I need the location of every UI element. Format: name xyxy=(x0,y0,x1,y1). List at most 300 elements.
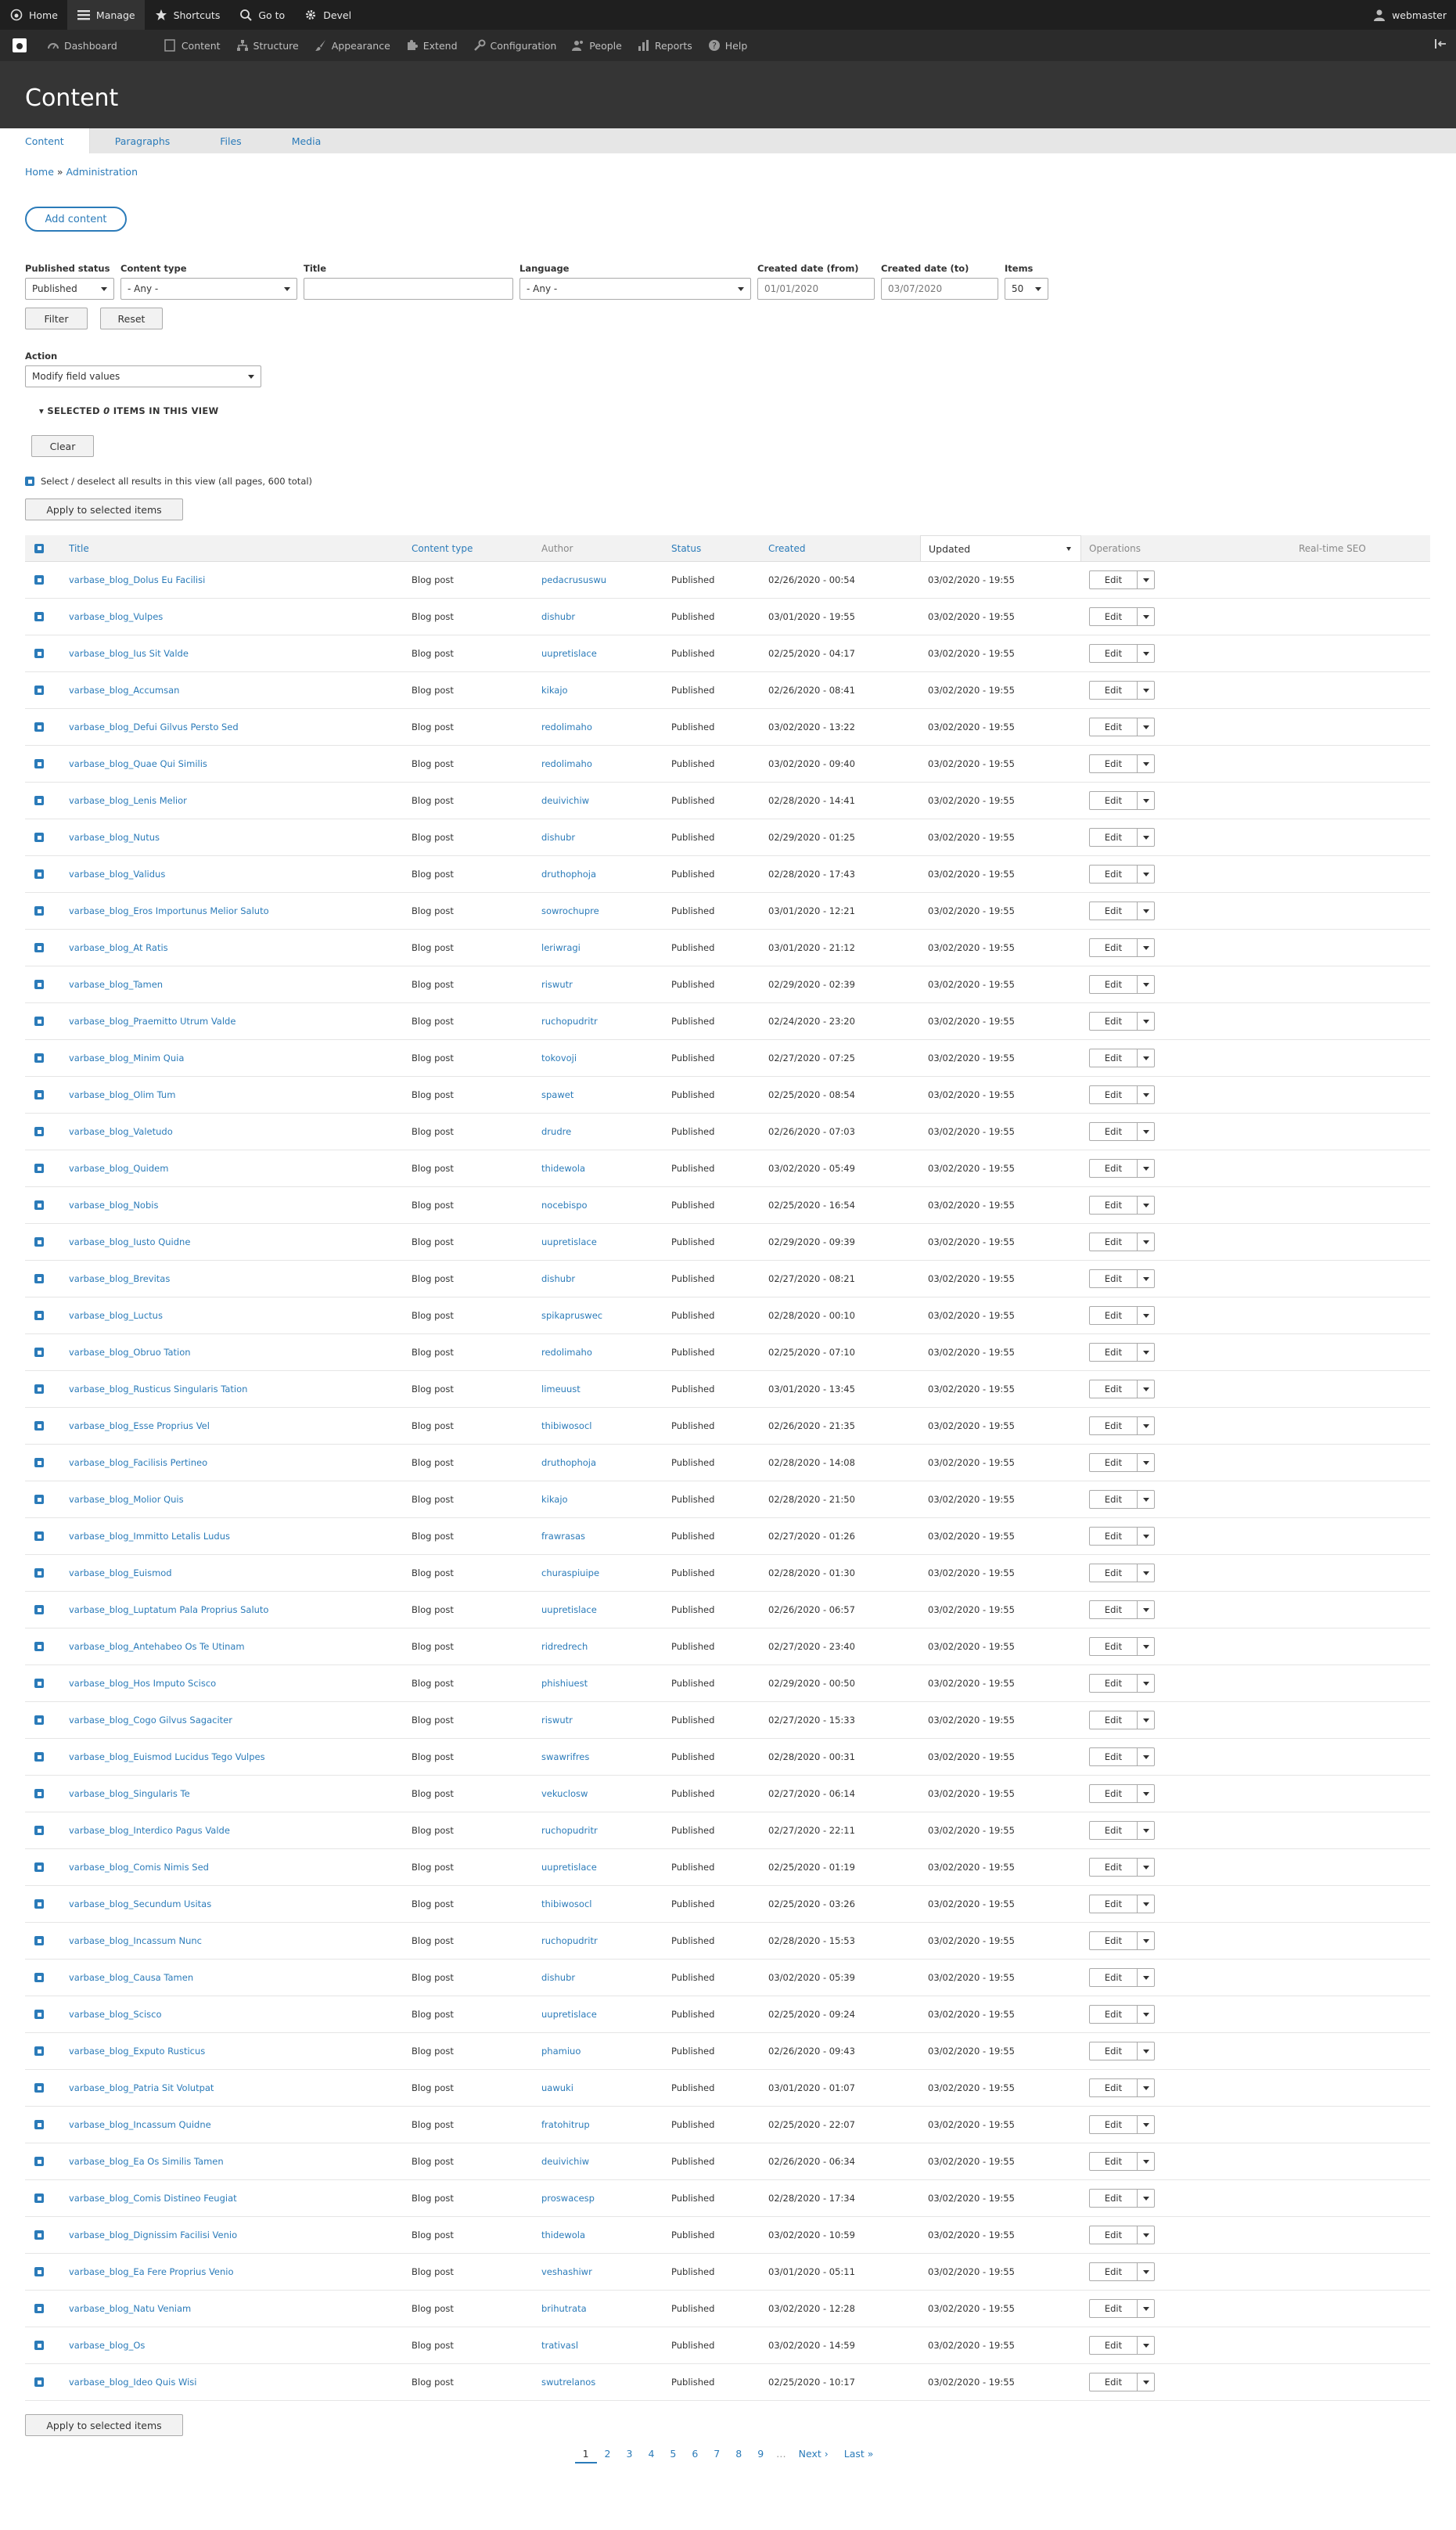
row-author-link[interactable]: dishubr xyxy=(541,1972,576,1983)
row-checkbox[interactable] xyxy=(34,2010,44,2019)
row-author-link[interactable]: limeuust xyxy=(541,1384,581,1395)
row-checkbox[interactable] xyxy=(34,1862,44,1872)
row-checkbox[interactable] xyxy=(34,612,44,621)
row-checkbox[interactable] xyxy=(34,869,44,879)
row-title-link[interactable]: varbase_blog_Nobis xyxy=(69,1200,159,1211)
tray-people[interactable] xyxy=(564,39,630,52)
dropbutton-toggle[interactable] xyxy=(1138,1674,1155,1693)
pager-page[interactable]: 6 xyxy=(692,2448,699,2460)
edit-button[interactable]: Edit xyxy=(1089,1858,1138,1877)
dropbutton-toggle[interactable] xyxy=(1138,1233,1155,1251)
row-checkbox[interactable] xyxy=(34,1715,44,1725)
filter-button[interactable]: Filter xyxy=(25,308,88,329)
row-checkbox[interactable] xyxy=(34,796,44,805)
edit-button[interactable]: Edit xyxy=(1089,1490,1138,1509)
admin-home-icon[interactable] xyxy=(9,35,30,56)
edit-button[interactable]: Edit xyxy=(1089,644,1138,663)
row-title-link[interactable]: varbase_blog_At Ratis xyxy=(69,942,168,953)
action-select[interactable]: Modify field values xyxy=(25,365,261,387)
dropbutton-toggle[interactable] xyxy=(1138,902,1155,920)
row-title-link[interactable]: varbase_blog_Esse Proprius Vel xyxy=(69,1420,210,1431)
tab-files[interactable]: Files xyxy=(220,135,242,147)
edit-button[interactable]: Edit xyxy=(1089,1637,1138,1656)
row-checkbox[interactable] xyxy=(34,1495,44,1504)
row-author-link[interactable]: kikajo xyxy=(541,685,568,696)
dropbutton-toggle[interactable] xyxy=(1138,718,1155,736)
row-checkbox[interactable] xyxy=(34,1237,44,1247)
toolbar-shortcuts[interactable] xyxy=(145,0,230,30)
dropbutton-toggle[interactable] xyxy=(1138,1490,1155,1509)
row-title-link[interactable]: varbase_blog_Natu Veniam xyxy=(69,2303,192,2314)
row-title-link[interactable]: varbase_blog_Minim Quia xyxy=(69,1053,185,1063)
row-title-link[interactable]: varbase_blog_Dignissim Facilisi Venio xyxy=(69,2229,238,2240)
row-author-link[interactable]: leriwragi xyxy=(541,942,581,953)
edit-button[interactable]: Edit xyxy=(1089,1085,1138,1104)
apply-selected-button-top[interactable]: Apply to selected items xyxy=(25,498,183,520)
dropbutton-toggle[interactable] xyxy=(1138,570,1155,589)
row-title-link[interactable]: varbase_blog_Nutus xyxy=(69,832,160,843)
row-checkbox[interactable] xyxy=(34,722,44,732)
row-title-link[interactable]: varbase_blog_Vulpes xyxy=(69,611,164,622)
edit-button[interactable]: Edit xyxy=(1089,2152,1138,2171)
add-content-button[interactable]: Add content xyxy=(25,207,127,232)
tray-content[interactable] xyxy=(156,39,228,52)
row-checkbox[interactable] xyxy=(34,649,44,658)
edit-button[interactable]: Edit xyxy=(1089,1674,1138,1693)
row-checkbox[interactable] xyxy=(34,575,44,585)
dropbutton-toggle[interactable] xyxy=(1138,2042,1155,2060)
reset-button[interactable]: Reset xyxy=(100,308,163,329)
dropbutton-toggle[interactable] xyxy=(1138,1380,1155,1398)
row-author-link[interactable]: deuivichiw xyxy=(541,795,590,806)
header-checkbox[interactable] xyxy=(34,544,44,553)
dropbutton-toggle[interactable] xyxy=(1138,1821,1155,1840)
dropbutton-toggle[interactable] xyxy=(1138,2299,1155,2318)
edit-button[interactable]: Edit xyxy=(1089,1600,1138,1619)
row-title-link[interactable]: varbase_blog_Dolus Eu Facilisi xyxy=(69,574,206,585)
dropbutton-toggle[interactable] xyxy=(1138,1784,1155,1803)
edit-button[interactable]: Edit xyxy=(1089,1012,1138,1031)
row-author-link[interactable]: uupretislace xyxy=(541,1604,597,1615)
row-title-link[interactable]: varbase_blog_Ea Fere Proprius Venio xyxy=(69,2266,234,2277)
row-author-link[interactable]: tokovoji xyxy=(541,1053,577,1063)
tray-appearance[interactable] xyxy=(307,39,398,52)
row-author-link[interactable]: riswutr xyxy=(541,1715,573,1726)
row-checkbox[interactable] xyxy=(34,1679,44,1688)
edit-button[interactable]: Edit xyxy=(1089,1269,1138,1288)
row-author-link[interactable]: dishubr xyxy=(541,832,576,843)
row-checkbox[interactable] xyxy=(34,1127,44,1136)
edit-button[interactable]: Edit xyxy=(1089,2042,1138,2060)
row-checkbox[interactable] xyxy=(34,2267,44,2276)
row-title-link[interactable]: varbase_blog_Luptatum Pala Proprius Saluto xyxy=(69,1604,269,1615)
edit-button[interactable]: Edit xyxy=(1089,2336,1138,2355)
row-checkbox[interactable] xyxy=(34,1090,44,1099)
row-title-link[interactable]: varbase_blog_Scisco xyxy=(69,2009,162,2020)
row-title-link[interactable]: varbase_blog_Immitto Letalis Ludus xyxy=(69,1531,230,1542)
edit-button[interactable]: Edit xyxy=(1089,2299,1138,2318)
row-title-link[interactable]: varbase_blog_Ea Os Similis Tamen xyxy=(69,2156,224,2167)
dropbutton-toggle[interactable] xyxy=(1138,1711,1155,1729)
dropbutton-toggle[interactable] xyxy=(1138,1564,1155,1582)
edit-button[interactable]: Edit xyxy=(1089,1196,1138,1215)
row-author-link[interactable]: pedacrususwu xyxy=(541,574,607,585)
dropbutton-toggle[interactable] xyxy=(1138,1416,1155,1435)
row-title-link[interactable]: varbase_blog_Ius Sit Valde xyxy=(69,648,189,659)
dropbutton-toggle[interactable] xyxy=(1138,791,1155,810)
edit-button[interactable]: Edit xyxy=(1089,1306,1138,1325)
row-checkbox[interactable] xyxy=(34,1348,44,1357)
row-title-link[interactable]: varbase_blog_Praemitto Utrum Valde xyxy=(69,1016,236,1027)
row-author-link[interactable]: veshashiwr xyxy=(541,2266,592,2277)
dropbutton-toggle[interactable] xyxy=(1138,1858,1155,1877)
row-author-link[interactable]: thidewola xyxy=(541,2229,586,2240)
row-title-link[interactable]: varbase_blog_Brevitas xyxy=(69,1273,171,1284)
row-author-link[interactable]: druthophoja xyxy=(541,1457,597,1468)
row-author-link[interactable]: thibiwosocl xyxy=(541,1420,592,1431)
row-checkbox[interactable] xyxy=(34,2341,44,2350)
row-author-link[interactable]: thidewola xyxy=(541,1163,586,1174)
edit-button[interactable]: Edit xyxy=(1089,2189,1138,2208)
header-created[interactable]: Created xyxy=(768,542,806,554)
edit-button[interactable]: Edit xyxy=(1089,718,1138,736)
pager-page[interactable]: 2 xyxy=(604,2448,611,2460)
edit-button[interactable]: Edit xyxy=(1089,1747,1138,1766)
row-title-link[interactable]: varbase_blog_Euismod xyxy=(69,1567,172,1578)
row-title-link[interactable]: varbase_blog_Secundum Usitas xyxy=(69,1898,212,1909)
row-title-link[interactable]: varbase_blog_Hos Imputo Scisco xyxy=(69,1678,217,1689)
row-author-link[interactable]: uupretislace xyxy=(541,1862,597,1873)
row-author-link[interactable]: ruchopudritr xyxy=(541,1935,598,1946)
row-title-link[interactable]: varbase_blog_Lenis Melior xyxy=(69,795,187,806)
dropbutton-toggle[interactable] xyxy=(1138,1012,1155,1031)
row-checkbox[interactable] xyxy=(34,1826,44,1835)
edit-button[interactable]: Edit xyxy=(1089,2262,1138,2281)
tray-help[interactable] xyxy=(700,39,756,52)
row-title-link[interactable]: varbase_blog_Ideo Quis Wisi xyxy=(69,2377,197,2388)
dropbutton-toggle[interactable] xyxy=(1138,828,1155,847)
toolbar-goto[interactable] xyxy=(229,0,294,30)
dropbutton-toggle[interactable] xyxy=(1138,865,1155,884)
breadcrumb-administration[interactable]: Administration xyxy=(66,166,138,178)
row-author-link[interactable]: spikapruswec xyxy=(541,1310,603,1321)
row-author-link[interactable]: fratohitrup xyxy=(541,2119,590,2130)
row-checkbox[interactable] xyxy=(34,833,44,842)
dropbutton-toggle[interactable] xyxy=(1138,2373,1155,2391)
header-content-type[interactable]: Content type xyxy=(412,542,473,554)
row-checkbox[interactable] xyxy=(34,2120,44,2129)
row-checkbox[interactable] xyxy=(34,1053,44,1063)
row-checkbox[interactable] xyxy=(34,1017,44,1026)
row-checkbox[interactable] xyxy=(34,1531,44,1541)
select-all-checkbox[interactable] xyxy=(25,477,34,486)
row-checkbox[interactable] xyxy=(34,2083,44,2093)
dropbutton-toggle[interactable] xyxy=(1138,1931,1155,1950)
dropbutton-toggle[interactable] xyxy=(1138,938,1155,957)
tab-paragraphs[interactable]: Paragraphs xyxy=(114,135,171,147)
dropbutton-toggle[interactable] xyxy=(1138,754,1155,773)
tray-dashboard[interactable] xyxy=(39,39,125,52)
published-status-select[interactable]: Published xyxy=(25,278,114,300)
row-author-link[interactable]: deuivichiw xyxy=(541,2156,590,2167)
edit-button[interactable]: Edit xyxy=(1089,938,1138,957)
row-checkbox[interactable] xyxy=(34,2194,44,2203)
dropbutton-toggle[interactable] xyxy=(1138,1049,1155,1067)
edit-button[interactable]: Edit xyxy=(1089,1416,1138,1435)
row-checkbox[interactable] xyxy=(34,2304,44,2313)
edit-button[interactable]: Edit xyxy=(1089,1711,1138,1729)
toolbar-user[interactable] xyxy=(1363,0,1456,30)
dropbutton-toggle[interactable] xyxy=(1138,2115,1155,2134)
header-title[interactable]: Title xyxy=(69,542,89,554)
row-author-link[interactable]: uupretislace xyxy=(541,2009,597,2020)
breadcrumb-home[interactable]: Home xyxy=(25,166,54,178)
pager-next[interactable]: Next › xyxy=(798,2448,829,2460)
row-title-link[interactable]: varbase_blog_Validus xyxy=(69,869,166,880)
row-checkbox[interactable] xyxy=(34,2230,44,2240)
row-title-link[interactable]: varbase_blog_Exputo Rusticus xyxy=(69,2046,206,2057)
toolbar-manage[interactable] xyxy=(67,0,145,30)
dropbutton-toggle[interactable] xyxy=(1138,2078,1155,2097)
row-title-link[interactable]: varbase_blog_Rusticus Singularis Tation xyxy=(69,1384,248,1395)
pager-page[interactable]: 7 xyxy=(714,2448,721,2460)
edit-button[interactable]: Edit xyxy=(1089,1968,1138,1987)
row-title-link[interactable]: varbase_blog_Quae Qui Similis xyxy=(69,758,207,769)
row-checkbox[interactable] xyxy=(34,759,44,768)
dropbutton-toggle[interactable] xyxy=(1138,1343,1155,1362)
tab-content[interactable]: Content xyxy=(0,128,90,153)
row-author-link[interactable]: phishiuest xyxy=(541,1678,588,1689)
row-title-link[interactable]: varbase_blog_Eros Importunus Melior Saluto xyxy=(69,905,269,916)
pager-last[interactable]: Last » xyxy=(843,2448,874,2460)
pager-page[interactable]: 4 xyxy=(648,2448,655,2460)
created-from-input[interactable]: 01/01/2020 xyxy=(757,278,875,300)
edit-button[interactable]: Edit xyxy=(1089,570,1138,589)
row-checkbox[interactable] xyxy=(34,1384,44,1394)
dropbutton-toggle[interactable] xyxy=(1138,1269,1155,1288)
dropbutton-toggle[interactable] xyxy=(1138,1600,1155,1619)
dropbutton-toggle[interactable] xyxy=(1138,1968,1155,1987)
dropbutton-toggle[interactable] xyxy=(1138,1122,1155,1141)
edit-button[interactable]: Edit xyxy=(1089,865,1138,884)
dropbutton-toggle[interactable] xyxy=(1138,1637,1155,1656)
edit-button[interactable]: Edit xyxy=(1089,1821,1138,1840)
row-title-link[interactable]: varbase_blog_Tamen xyxy=(69,979,164,990)
edit-button[interactable]: Edit xyxy=(1089,2005,1138,2024)
row-checkbox[interactable] xyxy=(34,1789,44,1798)
row-checkbox[interactable] xyxy=(34,2377,44,2387)
row-title-link[interactable]: varbase_blog_Olim Tum xyxy=(69,1089,176,1100)
dropbutton-toggle[interactable] xyxy=(1138,607,1155,626)
row-author-link[interactable]: ruchopudritr xyxy=(541,1016,598,1027)
dropbutton-toggle[interactable] xyxy=(1138,2262,1155,2281)
row-title-link[interactable]: varbase_blog_Causa Tamen xyxy=(69,1972,194,1983)
row-title-link[interactable]: varbase_blog_Singularis Te xyxy=(69,1788,190,1799)
language-select[interactable]: - Any - xyxy=(519,278,751,300)
row-checkbox[interactable] xyxy=(34,906,44,916)
pager-page[interactable]: 8 xyxy=(735,2448,742,2460)
row-author-link[interactable]: trativasl xyxy=(541,2340,579,2351)
edit-button[interactable]: Edit xyxy=(1089,754,1138,773)
row-author-link[interactable]: drudre xyxy=(541,1126,572,1137)
edit-button[interactable]: Edit xyxy=(1089,828,1138,847)
row-title-link[interactable]: varbase_blog_Patria Sit Volutpat xyxy=(69,2082,214,2093)
row-title-link[interactable]: varbase_blog_Os xyxy=(69,2340,146,2351)
edit-button[interactable]: Edit xyxy=(1089,1453,1138,1472)
row-author-link[interactable]: churaspiuipe xyxy=(541,1567,600,1578)
edit-button[interactable]: Edit xyxy=(1089,681,1138,700)
content-type-select[interactable]: - Any - xyxy=(120,278,297,300)
edit-button[interactable]: Edit xyxy=(1089,2115,1138,2134)
edit-button[interactable]: Edit xyxy=(1089,1527,1138,1546)
row-author-link[interactable]: frawrasas xyxy=(541,1531,586,1542)
edit-button[interactable]: Edit xyxy=(1089,791,1138,810)
pager-page[interactable]: 3 xyxy=(626,2448,633,2460)
row-author-link[interactable]: nocebispo xyxy=(541,1200,588,1211)
row-author-link[interactable]: kikajo xyxy=(541,1494,568,1505)
dropbutton-toggle[interactable] xyxy=(1138,2226,1155,2244)
row-checkbox[interactable] xyxy=(34,980,44,989)
row-author-link[interactable]: dishubr xyxy=(541,611,576,622)
dropbutton-toggle[interactable] xyxy=(1138,1895,1155,1913)
row-checkbox[interactable] xyxy=(34,1568,44,1578)
row-title-link[interactable]: varbase_blog_Luctus xyxy=(69,1310,163,1321)
row-title-link[interactable]: varbase_blog_Iusto Quidne xyxy=(69,1236,191,1247)
edit-button[interactable]: Edit xyxy=(1089,2226,1138,2244)
row-title-link[interactable]: varbase_blog_Molior Quis xyxy=(69,1494,184,1505)
row-title-link[interactable]: varbase_blog_Valetudo xyxy=(69,1126,173,1137)
dropbutton-toggle[interactable] xyxy=(1138,1159,1155,1178)
row-author-link[interactable]: uawuki xyxy=(541,2082,573,2093)
edit-button[interactable]: Edit xyxy=(1089,902,1138,920)
row-author-link[interactable]: sowrochupre xyxy=(541,905,599,916)
row-author-link[interactable]: riswutr xyxy=(541,979,573,990)
edit-button[interactable]: Edit xyxy=(1089,1784,1138,1803)
edit-button[interactable]: Edit xyxy=(1089,1233,1138,1251)
edit-button[interactable]: Edit xyxy=(1089,1049,1138,1067)
collapse-tray-icon[interactable] xyxy=(1434,38,1447,53)
dropbutton-toggle[interactable] xyxy=(1138,2005,1155,2024)
row-title-link[interactable]: varbase_blog_Interdico Pagus Valde xyxy=(69,1825,230,1836)
edit-button[interactable]: Edit xyxy=(1089,1895,1138,1913)
row-author-link[interactable]: swutrelanos xyxy=(541,2377,596,2388)
apply-selected-button-bottom[interactable]: Apply to selected items xyxy=(25,2414,183,2436)
edit-button[interactable]: Edit xyxy=(1089,1931,1138,1950)
row-checkbox[interactable] xyxy=(34,943,44,952)
row-title-link[interactable]: varbase_blog_Incassum Nunc xyxy=(69,1935,203,1946)
row-checkbox[interactable] xyxy=(34,1899,44,1909)
row-title-link[interactable]: varbase_blog_Euismod Lucidus Tego Vulpes xyxy=(69,1751,265,1762)
clear-button[interactable]: Clear xyxy=(31,435,94,457)
dropbutton-toggle[interactable] xyxy=(1138,2152,1155,2171)
row-checkbox[interactable] xyxy=(34,1973,44,1982)
row-author-link[interactable]: dishubr xyxy=(541,1273,576,1284)
tray-configuration[interactable] xyxy=(466,39,565,52)
row-title-link[interactable]: varbase_blog_Incassum Quidne xyxy=(69,2119,211,2130)
dropbutton-toggle[interactable] xyxy=(1138,681,1155,700)
dropbutton-toggle[interactable] xyxy=(1138,1453,1155,1472)
dropbutton-toggle[interactable] xyxy=(1138,2189,1155,2208)
row-author-link[interactable]: spawet xyxy=(541,1089,574,1100)
dropbutton-toggle[interactable] xyxy=(1138,975,1155,994)
dropbutton-toggle[interactable] xyxy=(1138,1085,1155,1104)
edit-button[interactable]: Edit xyxy=(1089,1564,1138,1582)
dropbutton-toggle[interactable] xyxy=(1138,644,1155,663)
dropbutton-toggle[interactable] xyxy=(1138,2336,1155,2355)
row-author-link[interactable]: druthophoja xyxy=(541,869,597,880)
row-title-link[interactable]: varbase_blog_Comis Nimis Sed xyxy=(69,1862,209,1873)
row-author-link[interactable]: redolimaho xyxy=(541,758,592,769)
tab-media[interactable]: Media xyxy=(291,135,322,147)
pager-page[interactable]: 9 xyxy=(757,2448,764,2460)
edit-button[interactable]: Edit xyxy=(1089,975,1138,994)
edit-button[interactable]: Edit xyxy=(1089,2373,1138,2391)
row-title-link[interactable]: varbase_blog_Antehabeo Os Te Utinam xyxy=(69,1641,245,1652)
row-title-link[interactable]: varbase_blog_Cogo Gilvus Sagaciter xyxy=(69,1715,232,1726)
row-checkbox[interactable] xyxy=(34,1274,44,1283)
dropbutton-toggle[interactable] xyxy=(1138,1527,1155,1546)
tray-reports[interactable] xyxy=(630,39,700,52)
row-checkbox[interactable] xyxy=(34,1421,44,1431)
row-author-link[interactable]: ruchopudritr xyxy=(541,1825,598,1836)
tray-structure[interactable] xyxy=(228,39,307,52)
row-title-link[interactable]: varbase_blog_Accumsan xyxy=(69,685,180,696)
edit-button[interactable]: Edit xyxy=(1089,607,1138,626)
dropbutton-toggle[interactable] xyxy=(1138,1306,1155,1325)
row-author-link[interactable]: vekuclosw xyxy=(541,1788,588,1799)
row-checkbox[interactable] xyxy=(34,1200,44,1210)
row-checkbox[interactable] xyxy=(34,2046,44,2056)
dropbutton-toggle[interactable] xyxy=(1138,1747,1155,1766)
edit-button[interactable]: Edit xyxy=(1089,1343,1138,1362)
dropbutton-toggle[interactable] xyxy=(1138,1196,1155,1215)
row-checkbox[interactable] xyxy=(34,1752,44,1762)
row-title-link[interactable]: varbase_blog_Quidem xyxy=(69,1163,169,1174)
header-status[interactable]: Status xyxy=(671,542,702,554)
tray-extend[interactable] xyxy=(398,39,466,52)
pager-page[interactable]: 1 xyxy=(575,2448,597,2463)
header-updated[interactable] xyxy=(920,535,1081,562)
row-checkbox[interactable] xyxy=(34,1458,44,1467)
row-checkbox[interactable] xyxy=(34,2157,44,2166)
title-input[interactable] xyxy=(304,278,513,300)
row-author-link[interactable]: uupretislace xyxy=(541,648,597,659)
pager-page[interactable]: 5 xyxy=(670,2448,677,2460)
row-author-link[interactable]: phamiuo xyxy=(541,2046,581,2057)
row-title-link[interactable]: varbase_blog_Obruo Tation xyxy=(69,1347,191,1358)
row-author-link[interactable]: brihutrata xyxy=(541,2303,587,2314)
edit-button[interactable]: Edit xyxy=(1089,1122,1138,1141)
row-author-link[interactable]: ridredrech xyxy=(541,1641,588,1652)
selected-items-toggle[interactable] xyxy=(39,405,219,416)
row-checkbox[interactable] xyxy=(34,686,44,695)
toolbar-devel[interactable] xyxy=(294,0,361,30)
row-checkbox[interactable] xyxy=(34,1164,44,1173)
toolbar-home[interactable] xyxy=(0,0,67,30)
edit-button[interactable]: Edit xyxy=(1089,1159,1138,1178)
created-to-input[interactable]: 03/07/2020 xyxy=(881,278,998,300)
row-author-link[interactable]: redolimaho xyxy=(541,1347,592,1358)
row-author-link[interactable]: swawrifres xyxy=(541,1751,590,1762)
edit-button[interactable]: Edit xyxy=(1089,1380,1138,1398)
row-checkbox[interactable] xyxy=(34,1311,44,1320)
row-checkbox[interactable] xyxy=(34,1605,44,1614)
row-author-link[interactable]: proswacesp xyxy=(541,2193,595,2204)
row-title-link[interactable]: varbase_blog_Facilisis Pertineo xyxy=(69,1457,208,1468)
row-checkbox[interactable] xyxy=(34,1936,44,1945)
row-checkbox[interactable] xyxy=(34,1642,44,1651)
row-author-link[interactable]: redolimaho xyxy=(541,722,592,732)
